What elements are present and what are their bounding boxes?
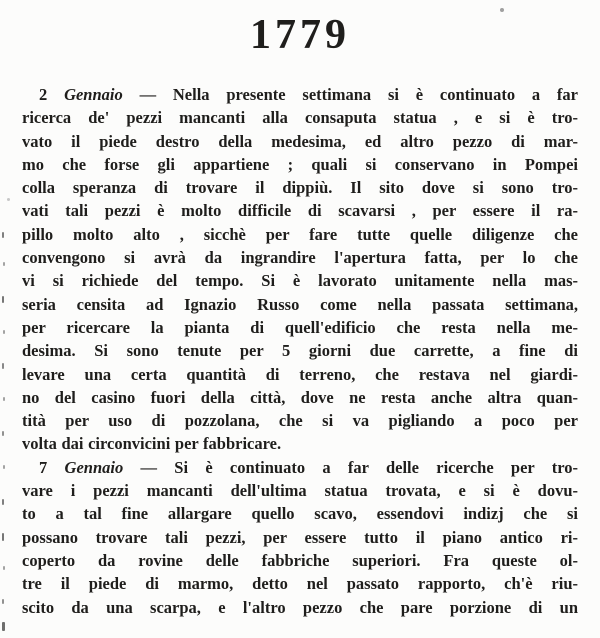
scan-speck bbox=[7, 198, 10, 201]
scan-speck bbox=[2, 599, 4, 604]
text-line: mo che forse gli appartiene ; quali si conservano in Pompei bbox=[22, 154, 578, 174]
page-title: 1779 bbox=[250, 12, 350, 58]
text-line: levare una certa quantità di terreno, che restava nel giardi- bbox=[22, 364, 578, 384]
text-line: colla speranza di trovare il dippiù. Il sito dove si sono tro- bbox=[22, 178, 578, 198]
scan-speck bbox=[3, 262, 5, 266]
date-number: 7 bbox=[39, 457, 48, 477]
date-number: 2 bbox=[39, 85, 48, 104]
text-line: possano trovare tali pezzi, per essere tutto il piano antico ri- bbox=[22, 527, 578, 547]
text-line: vato il piede destro della medesima, ed altro pezzo di mar- bbox=[22, 131, 578, 151]
date-word-italic: Gennaio bbox=[64, 457, 124, 477]
scan-speck bbox=[2, 622, 5, 631]
scan-speck bbox=[3, 566, 5, 570]
scan-speck bbox=[2, 431, 4, 436]
scan-speck bbox=[3, 330, 5, 334]
text-line: volta dai circonvicini per fabbricare. bbox=[22, 434, 282, 454]
text-line: to a tal fine allargare quello scavo, essendovi indizj che si bbox=[22, 504, 578, 524]
line-text: Si è continuato a far delle ricerche per tro- bbox=[174, 457, 578, 477]
scan-speck bbox=[3, 465, 5, 469]
text-line: convengono si avrà da ingrandire l'apertura fatta, per lo che bbox=[22, 248, 578, 268]
em-dash: — bbox=[139, 85, 157, 104]
scan-speck bbox=[2, 499, 4, 505]
text-line: desima. Si sono tenute per 5 giorni due carrette, a fine di bbox=[22, 341, 578, 361]
text-line: vati tali pezzi è molto difficile di scavarsi , per essere il ra- bbox=[22, 201, 578, 221]
text-line bbox=[22, 83, 578, 106]
text-line: scito da una scarpa, e l'altro pezzo che pare porzione di un bbox=[22, 597, 578, 617]
text-line: vare i pezzi mancanti dell'ultima statua trovata, e si è dovu- bbox=[22, 481, 578, 501]
date-word-italic: Gennaio bbox=[64, 85, 123, 104]
scan-speck bbox=[3, 397, 5, 401]
text-line: seria censita ad Ignazio Russo come nella passata settimana, bbox=[22, 294, 578, 314]
text-line: per ricercare la pianta di quell'edificio che resta nella me- bbox=[22, 317, 578, 337]
text-line bbox=[22, 456, 578, 479]
body-text bbox=[0, 83, 600, 619]
em-dash: — bbox=[140, 457, 157, 477]
text-line: tità per uso di pozzolana, che si va pigliando a poco per bbox=[22, 411, 578, 431]
scan-speck bbox=[500, 8, 504, 12]
text-line: ricerca de' pezzi mancanti alla consaputa statua , e si è tro- bbox=[22, 108, 578, 128]
text-line: no del casino fuori della città, dove ne resta anche altra quan- bbox=[22, 387, 578, 407]
scan-speck bbox=[2, 232, 4, 238]
paragraph-2-gennaio bbox=[22, 83, 578, 456]
scan-speck bbox=[2, 296, 4, 303]
text-line: vi si richiede del tempo. Si è lavorato unitamente nella mas- bbox=[22, 271, 578, 291]
text-line: pillo molto alto , sicchè per fare tutte quelle diligenze che bbox=[22, 224, 578, 244]
text-line: tre il piede di marmo, detto nel passato rapporto, ch'è riu- bbox=[22, 574, 578, 594]
text-line: coperto da rovine delle fabbriche superiori. Fra queste ol- bbox=[22, 550, 578, 570]
line-text: Nella presente settimana si è continuato a far bbox=[172, 85, 579, 104]
scan-speck bbox=[2, 533, 4, 541]
scan-speck bbox=[2, 363, 4, 369]
paragraph-7-gennaio bbox=[22, 456, 578, 619]
